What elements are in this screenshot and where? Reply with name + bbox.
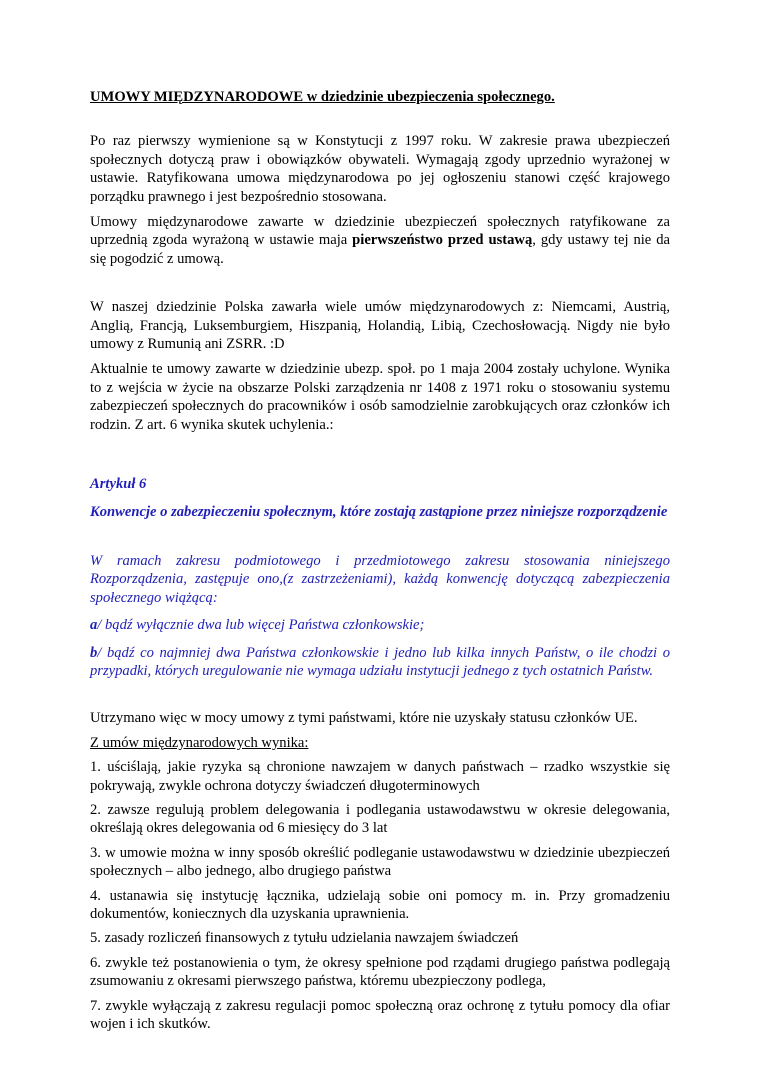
list-heading: Z umów międzynarodowych wynika: xyxy=(90,734,309,751)
list-item: 4. ustanawia się instytucję łącznika, udzielają sobie oni pomocy m. in. Przy gromadzeniu dokumentów, koniecznych dla uzyskania uprawnienia. xyxy=(90,887,670,922)
paragraph-konstytucja: Po raz pierwszy wymienione są w Konstytucji z 1997 roku. W zakresie prawa ubezpieczeń społecznych dotyczą praw i obowiązków obywateli. Wymagają zgody uprzednio wyrażonej w ustawie. Ratyfikowana umowa międzynarodowa po jej ogłoszeniu stanowi część krajowego porządku prawnego i jest bezpośrednio stosowana. xyxy=(90,133,670,205)
list-item: 6. zwykle też postanowienia o tym, że okresy spełnione pod rządami drugiego państwa podlegają zsumowaniu z okresami pierwszego państwa, któremu ubezpieczony podlega, xyxy=(90,954,670,990)
paragraph-pierwszenstwo xyxy=(90,213,670,268)
paragraph-umowy-polska: W naszej dziedzinie Polska zawarła wiele umów międzynarodowych z: Niemcami, Austrią, Anglią, Francją, Luksemburgiem, Hiszpanią, Holandią, Libią, Czechosłowacją. Nigdy nie było umowy z Rumunią ani ZSRR. :D xyxy=(90,299,670,353)
paragraph-pierwszenstwo-end: , gdy ustawy tej nie da się pogodzić z umową. xyxy=(90,232,670,267)
article-point-b xyxy=(90,644,670,681)
article-body: W ramach zakresu podmiotowego i przedmiotowego zakresu stosowania niniejszego Rozporządzenia, zastępuje ono,(z zastrzeżeniami), każdą konwencję dotyczącą zabezpieczenia społecznego wiążącą: xyxy=(90,552,670,606)
article-point-a-text: / bądź wyłącznie dwa lub więcej Państwa członkowskie; xyxy=(97,617,425,634)
list-item: 7. zwykle wyłączają z zakresu regulacji pomoc społeczną oraz ochronę z tytułu pomocy dla ofiar wojen i ich skutków. xyxy=(90,997,670,1033)
article-point-a xyxy=(90,616,670,634)
article-point-b-text: / bądź co najmniej dwa Państwa członkowskie i jedno lub kilka innych Państw, o ile chodzi o przypadki, których uregulowanie nie wymaga udziału instytucji jednego z tych ostatnich Państw. xyxy=(90,644,670,679)
document-title: UMOWY MIĘDZYNARODOWE w dziedzinie ubezpieczenia społecznego. xyxy=(90,89,555,105)
article-subtitle: Konwencje o zabezpieczeniu społecznym, które zostają zastąpione przez niniejsze rozporządzenie xyxy=(90,503,668,520)
paragraph-utrzymano: Utrzymano więc w mocy umowy z tymi państwami, które nie uzyskały statusu członków UE. xyxy=(90,710,638,727)
article-point-a-label: a xyxy=(90,617,98,634)
list-item: 3. w umowie można w inny sposób określić podleganie ustawodawstwu w dziedzinie ubezpieczeń społecznych – albo jednego, albo drugiego państwa xyxy=(90,844,670,880)
document-page xyxy=(90,88,670,1033)
paragraph-uchylenie: Aktualnie te umowy zawarte w dziedzinie ubezp. społ. po 1 maja 2004 zostały uchylone. Wynika to z wejścia w życie na obszarze Polski zarządzenia nr 1408 z 1971 roku o stosowaniu systemu zabezpieczeń społecznych do pracowników i osób samodzielnie zarobkujących oraz członków ich rodzin. Z art. 6 wynika skutek uchylenia.: xyxy=(90,361,670,433)
list-item: 5. zasady rozliczeń finansowych z tytułu udzielania nawzajem świadczeń xyxy=(90,930,519,947)
article-point-b-label: b xyxy=(90,644,98,661)
article-heading: Artykuł 6 xyxy=(90,476,147,493)
paragraph-pierwszenstwo-start: Umowy międzynarodowe zawarte w dziedzinie ubezpieczeń społecznych ratyfikowane za uprzednią zgoda wyrażoną w ustawie maja xyxy=(90,214,670,249)
list-item: 1. uściślają, jakie ryzyka są chronione nawzajem w danych państwach – rzadko wszystkie się pokrywają, zwykle ochrona dotyczy świadczeń długoterminowych xyxy=(90,759,670,794)
list-item: 2. zawsze regulują problem delegowania i podlegania ustawodawstwu w okresie delegowania, określają okres delegowania od 6 miesięcy do 3 lat xyxy=(90,801,670,837)
paragraph-pierwszenstwo-bold: pierwszeństwo przed ustawą xyxy=(352,232,533,249)
